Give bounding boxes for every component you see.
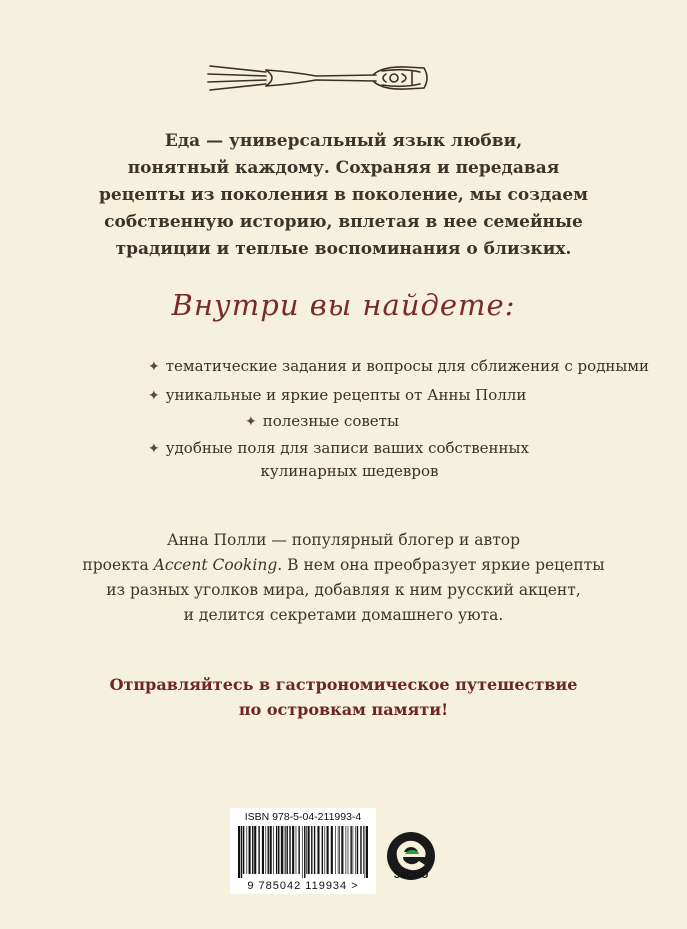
call-to-action: [40, 672, 647, 722]
barcode-bar: [284, 826, 285, 874]
barcode-bar: [273, 826, 274, 874]
sparkle-icon: ✦: [148, 388, 160, 404]
feature-text-continued: кулинарных шедевров: [260, 462, 439, 480]
barcode-bar: [298, 826, 299, 874]
barcode-bar: [308, 826, 310, 874]
barcode-bar: [296, 826, 297, 874]
fork-icon: [206, 58, 432, 102]
intro-text: [60, 128, 627, 263]
project-name: Accent Cooking: [153, 556, 278, 574]
about-line: из разных уголков мира, добавляя к ним русский акцент,: [106, 581, 581, 599]
barcode-bar: [249, 826, 251, 874]
barcode-bar: [265, 826, 266, 874]
barcode-bar: [302, 826, 303, 878]
isbn-text: ISBN 978-5-04-211993-4: [244, 811, 362, 823]
barcode-bar: [348, 826, 349, 874]
barcode-bar: [346, 826, 347, 874]
barcode-bar: [276, 826, 277, 874]
list-item: [148, 437, 529, 482]
about-line-suffix: . В нем она преобразует яркие рецепты: [277, 556, 605, 574]
cta-line: по островкам памяти!: [238, 700, 449, 719]
intro-line: рецепты из поколения в поколение, мы создаем: [99, 185, 588, 205]
barcode-bar: [252, 826, 253, 874]
barcode-bar: [292, 826, 294, 874]
barcode-bar: [285, 826, 286, 874]
barcode-bar: [335, 826, 336, 874]
about-line: Анна Полли — популярный блогер и автор: [166, 531, 521, 549]
author-about: [60, 528, 627, 628]
barcode-bar: [278, 826, 279, 874]
barcode-bar: [353, 826, 354, 874]
barcode-bar: [324, 826, 325, 874]
feature-text: тематические задания и вопросы для сближения с родными: [165, 357, 650, 375]
barcode-bar: [241, 826, 242, 878]
barcode-bar: [366, 826, 368, 878]
barcode-bar: [262, 826, 264, 874]
barcode-bar: [281, 826, 283, 874]
list-item: [245, 410, 399, 433]
barcode-bar: [289, 826, 290, 874]
about-line: [60, 553, 627, 578]
eksmo-logo-icon: [385, 818, 437, 894]
barcode-bar: [363, 826, 364, 874]
intro-line: собственную историю, вплетая в нее семейные: [104, 212, 583, 232]
barcode-bar: [238, 826, 240, 878]
barcode-bars: [236, 826, 370, 878]
intro-line: Еда — универсальный язык любви,: [164, 131, 523, 151]
barcode-bar: [355, 826, 356, 874]
barcode-bar: [331, 826, 333, 874]
barcode-bar: [304, 826, 305, 878]
sparkle-icon: ✦: [148, 359, 160, 375]
intro-line: понятный каждому. Сохраняя и передавая: [127, 158, 560, 178]
list-item: [148, 384, 526, 407]
barcode-bar: [317, 826, 319, 874]
barcode-bar: [254, 826, 256, 874]
barcode-bar: [314, 826, 315, 874]
barcode-bar: [338, 826, 339, 874]
cta-line: Отправляйтесь в гастрономическое путешествие: [109, 675, 578, 694]
about-line-prefix: проекта: [82, 556, 154, 574]
feature-text: удобные поля для записи ваших собственных: [165, 439, 529, 457]
barcode-bar: [268, 826, 269, 874]
about-line: и делится секретами домашнего уюта.: [183, 606, 504, 624]
barcode-bar: [306, 826, 307, 874]
barcode-bar: [364, 826, 365, 878]
barcode-number: 9 785042 119934 >: [247, 880, 359, 892]
sparkle-icon: ✦: [245, 414, 257, 430]
barcode-bar: [327, 826, 329, 874]
feature-text: уникальные и яркие рецепты от Анны Полли: [165, 386, 527, 404]
barcode-bar: [360, 826, 361, 874]
barcode-bar: [311, 826, 312, 874]
sparkle-icon: ✦: [148, 441, 160, 457]
inside-heading: Внутри вы найдете:: [171, 288, 516, 322]
feature-text: полезные советы: [262, 412, 399, 430]
barcode-bar: [350, 826, 351, 874]
intro-line: традиции и теплые воспоминания о близких.: [115, 239, 572, 259]
barcode-bar: [341, 826, 343, 874]
barcode-bar: [339, 826, 340, 874]
barcode-bar: [258, 826, 259, 874]
barcode-bar: [246, 826, 247, 874]
barcode-bar: [243, 826, 244, 874]
barcode-bar: [286, 826, 287, 874]
barcode-bar: [322, 826, 323, 874]
barcode-bar: [270, 826, 272, 874]
barcode: [230, 808, 376, 894]
list-item: [148, 355, 649, 378]
publisher-name: ЭКСМО: [393, 870, 429, 881]
barcode-bar: [357, 826, 358, 874]
